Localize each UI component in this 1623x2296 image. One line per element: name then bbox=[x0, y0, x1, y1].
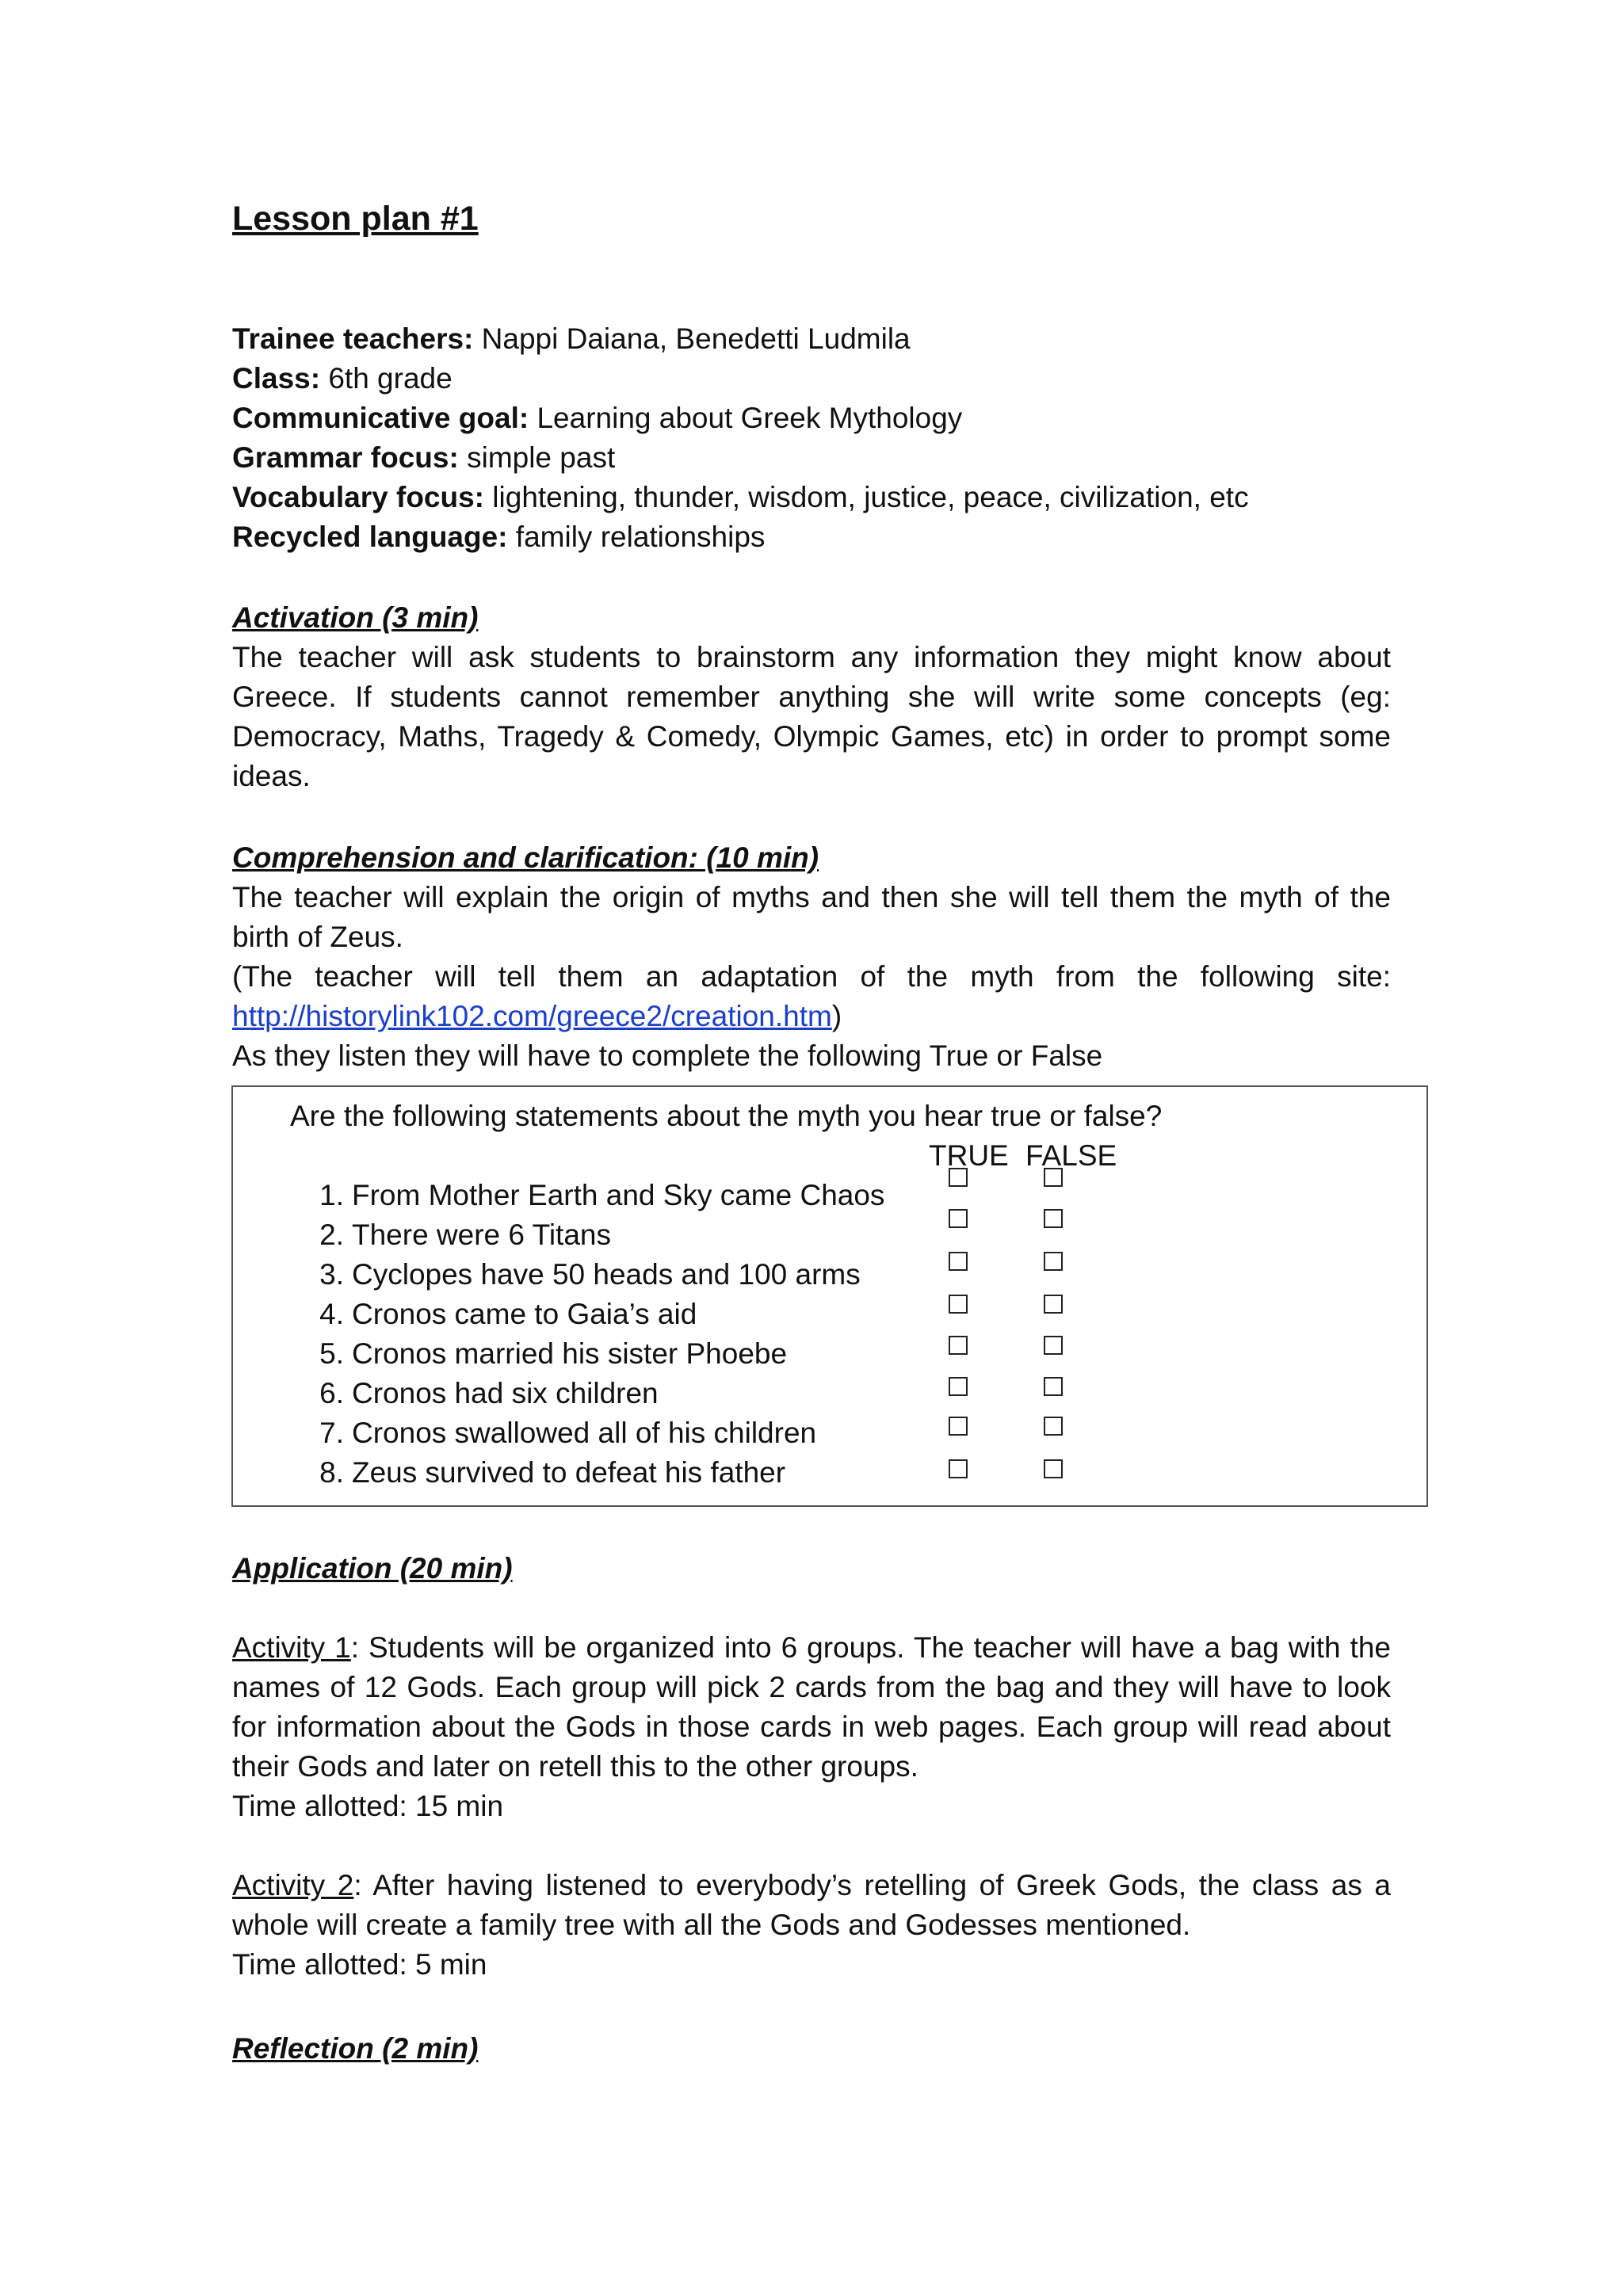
tf-item-number: 1. bbox=[319, 1179, 344, 1211]
false-checkbox[interactable] bbox=[1044, 1168, 1063, 1187]
true-checkbox[interactable] bbox=[949, 1252, 968, 1271]
info-value: simple past bbox=[458, 441, 616, 474]
false-checkbox[interactable] bbox=[1044, 1295, 1063, 1314]
info-label: Communicative goal: bbox=[232, 402, 529, 434]
true-checkbox[interactable] bbox=[949, 1377, 968, 1396]
tf-item-number: 6. bbox=[319, 1377, 344, 1409]
tf-item bbox=[233, 1374, 1422, 1413]
info-value: family relationships bbox=[507, 521, 766, 553]
tf-item bbox=[233, 1453, 1422, 1493]
info-recycled-language bbox=[232, 517, 1391, 557]
comprehension-text-1: The teacher will explain the origin of myths and then she will tell them the myth of the birth of Zeus. bbox=[232, 881, 1391, 953]
info-grammar-focus bbox=[232, 438, 1391, 478]
tf-item-number: 2. bbox=[319, 1219, 344, 1251]
tf-item-number: 3. bbox=[319, 1258, 344, 1291]
activity-2-text bbox=[232, 1866, 1391, 1945]
reflection-section bbox=[232, 2029, 1391, 2069]
lesson-info bbox=[232, 319, 1391, 557]
tf-item-number: 4. bbox=[319, 1298, 344, 1330]
false-column-header: FALSE bbox=[1025, 1139, 1117, 1172]
tf-item-text: Cronos came to Gaia’s aid bbox=[352, 1298, 697, 1330]
page-title: Lesson plan #1 bbox=[232, 200, 479, 238]
info-vocabulary-focus bbox=[232, 478, 1391, 517]
activity-1-text bbox=[232, 1628, 1391, 1787]
info-label: Grammar focus: bbox=[232, 441, 459, 474]
true-checkbox[interactable] bbox=[949, 1417, 968, 1436]
comprehension-section bbox=[232, 838, 1391, 1076]
info-class bbox=[232, 359, 1391, 399]
reflection-heading: Reflection (2 min) bbox=[232, 2032, 479, 2065]
true-checkbox[interactable] bbox=[949, 1168, 968, 1187]
activity-2-description: : After having listened to everybody’s retelling of Greek Gods, the class as a whole will create a family tree with all the Gods and Godesses mentioned. bbox=[232, 1869, 1391, 1941]
info-communicative-goal bbox=[232, 399, 1391, 438]
tf-item-number: 7. bbox=[319, 1417, 344, 1449]
comprehension-text-2-after: ) bbox=[831, 1000, 842, 1032]
tf-item bbox=[233, 1255, 1422, 1295]
true-checkbox[interactable] bbox=[949, 1336, 968, 1355]
true-checkbox[interactable] bbox=[949, 1209, 968, 1228]
activation-heading: Activation (3 min) bbox=[232, 601, 479, 634]
info-label: Trainee teachers: bbox=[232, 322, 474, 355]
info-label: Class: bbox=[232, 362, 321, 395]
tf-item bbox=[233, 1413, 1422, 1453]
activity-1-time: Time allotted: 15 min bbox=[232, 1790, 504, 1822]
true-false-question: Are the following statements about the myth you hear true or false? bbox=[290, 1100, 1163, 1132]
activity-2-label: Activity 2 bbox=[232, 1869, 354, 1901]
info-value: Learning about Greek Mythology bbox=[529, 402, 963, 434]
tf-item-number: 5. bbox=[319, 1337, 344, 1370]
false-checkbox[interactable] bbox=[1044, 1459, 1063, 1478]
tf-item-text: Cronos swallowed all of his children bbox=[352, 1417, 817, 1449]
tf-item-text: Zeus survived to defeat his father bbox=[352, 1456, 786, 1489]
tf-item bbox=[233, 1176, 1422, 1215]
info-value: Nappi Daiana, Benedetti Ludmila bbox=[473, 322, 911, 355]
false-checkbox[interactable] bbox=[1044, 1252, 1063, 1271]
tf-item-text: Cronos had six children bbox=[352, 1377, 659, 1409]
activity-1-description: : Students will be organized into 6 groups. The teacher will have a bag with the names of 12 Gods. Each group will pick 2 cards from the bag and they will have to look for information about the Gods in those cards in web pages. Each group will read about their Gods and later on retell this to the other groups. bbox=[232, 1631, 1391, 1783]
true-false-box bbox=[231, 1085, 1428, 1507]
false-checkbox[interactable] bbox=[1044, 1209, 1063, 1228]
false-checkbox[interactable] bbox=[1044, 1336, 1063, 1355]
tf-item-text: Cyclopes have 50 heads and 100 arms bbox=[352, 1258, 861, 1291]
tf-item-text: Cronos married his sister Phoebe bbox=[352, 1337, 788, 1370]
info-label: Recycled language: bbox=[232, 521, 508, 553]
activity-1-label: Activity 1 bbox=[232, 1631, 351, 1664]
false-checkbox[interactable] bbox=[1044, 1417, 1063, 1436]
activation-section bbox=[232, 598, 1391, 796]
activity-2-time: Time allotted: 5 min bbox=[232, 1948, 487, 1981]
true-checkbox[interactable] bbox=[949, 1459, 968, 1478]
comprehension-heading: Comprehension and clarification: (10 min) bbox=[232, 841, 819, 874]
comprehension-text-2-before: (The teacher will tell them an adaptation of the myth from the following site: bbox=[232, 960, 1391, 993]
tf-item-number: 8. bbox=[319, 1456, 344, 1489]
info-value: 6th grade bbox=[320, 362, 453, 395]
false-checkbox[interactable] bbox=[1044, 1377, 1063, 1396]
tf-item-text: There were 6 Titans bbox=[352, 1219, 611, 1251]
info-trainee-teachers bbox=[232, 319, 1391, 359]
true-checkbox[interactable] bbox=[949, 1295, 968, 1314]
tf-item bbox=[233, 1215, 1422, 1255]
true-column-header: TRUE bbox=[929, 1139, 1009, 1172]
comprehension-text-3: As they listen they will have to complete the following True or False bbox=[232, 1039, 1103, 1072]
tf-item-text: From Mother Earth and Sky came Chaos bbox=[352, 1179, 885, 1211]
comprehension-text-2 bbox=[232, 957, 1391, 1036]
info-label: Vocabulary focus: bbox=[232, 481, 485, 513]
info-value: lightening, thunder, wisdom, justice, peace, civilization, etc bbox=[484, 481, 1249, 513]
activation-text: The teacher will ask students to brainstorm any information they might know about Greece. If students cannot remember anything she will write some concepts (eg: Democracy, Maths, Tragedy & Comedy, Olympic Games, etc) in order to prompt some ideas. bbox=[232, 641, 1391, 792]
tf-item bbox=[233, 1334, 1422, 1374]
application-section bbox=[232, 1549, 1391, 1985]
application-heading: Application (20 min) bbox=[232, 1552, 513, 1585]
tf-item bbox=[233, 1295, 1422, 1334]
source-link[interactable]: http://historylink102.com/greece2/creation.htm bbox=[232, 1000, 832, 1032]
